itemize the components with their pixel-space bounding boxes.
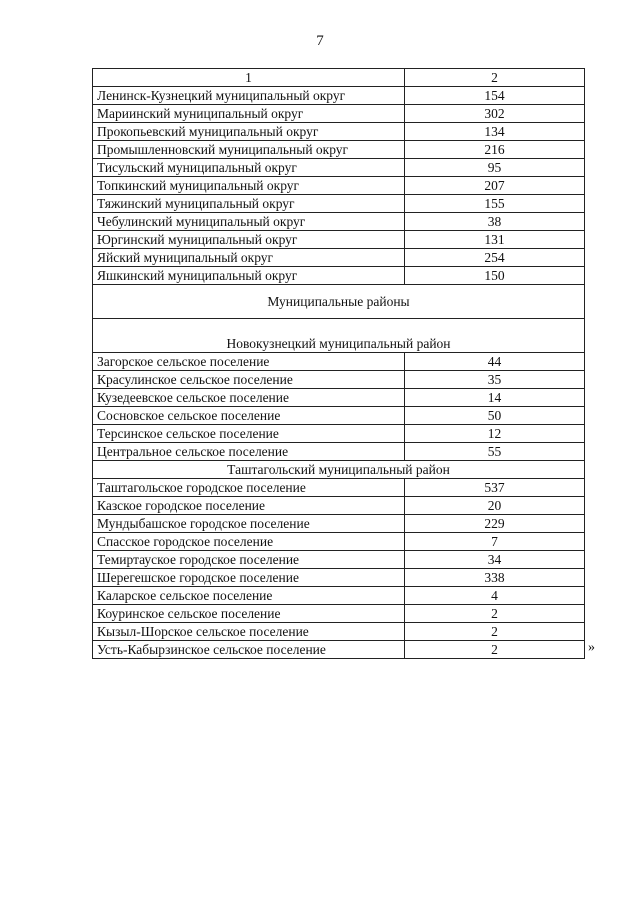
row-name: Мундыбашское городское поселение: [93, 515, 405, 533]
district-heading-row: [93, 319, 585, 353]
table-row: [93, 569, 585, 587]
section-title: Муниципальные районы: [93, 285, 585, 319]
row-name: Темиртауское городское поселение: [93, 551, 405, 569]
row-value: 35: [405, 371, 585, 389]
column-header-2: 2: [405, 69, 585, 87]
table-row: [93, 159, 585, 177]
row-value: 254: [405, 249, 585, 267]
row-value: 14: [405, 389, 585, 407]
row-value: 150: [405, 267, 585, 285]
row-name: Сосновское сельское поселение: [93, 407, 405, 425]
row-value: 7: [405, 533, 585, 551]
row-value: 154: [405, 87, 585, 105]
closing-quote: »: [588, 640, 595, 655]
row-value: 50: [405, 407, 585, 425]
row-value: 537: [405, 479, 585, 497]
row-name: Загорское сельское поселение: [93, 353, 405, 371]
row-value: 20: [405, 497, 585, 515]
row-name: Таштагольское городское поселение: [93, 479, 405, 497]
data-table: [92, 68, 585, 659]
table-row: [93, 605, 585, 623]
table-row: [93, 587, 585, 605]
table-row: [93, 623, 585, 641]
table-row: [93, 231, 585, 249]
row-name: Казское городское поселение: [93, 497, 405, 515]
row-name: Центральное сельское поселение: [93, 443, 405, 461]
row-name: Красулинское сельское поселение: [93, 371, 405, 389]
table-header-row: [93, 69, 585, 87]
row-name: Тисульский муниципальный округ: [93, 159, 405, 177]
table-row: [93, 389, 585, 407]
table-row: [93, 497, 585, 515]
row-value: 155: [405, 195, 585, 213]
page-number: 7: [316, 33, 324, 49]
table-row: [93, 515, 585, 533]
table-row: [93, 443, 585, 461]
district-title-tashtagol: Таштагольский муниципальный район: [93, 461, 585, 479]
table-row: [93, 533, 585, 551]
row-name: Каларское сельское поселение: [93, 587, 405, 605]
table-row: [93, 87, 585, 105]
table-row: [93, 407, 585, 425]
table-row: [93, 479, 585, 497]
table-row: [93, 195, 585, 213]
row-name: Мариинский муниципальный округ: [93, 105, 405, 123]
row-value: 134: [405, 123, 585, 141]
district-heading-row: [93, 461, 585, 479]
column-header-1: 1: [93, 69, 405, 87]
section-heading-row: [93, 285, 585, 319]
row-value: 338: [405, 569, 585, 587]
row-name: Шерегешское городское поселение: [93, 569, 405, 587]
row-value: 2: [405, 605, 585, 623]
row-name: Терсинское сельское поселение: [93, 425, 405, 443]
row-name: Кузедеевское сельское поселение: [93, 389, 405, 407]
row-name: Спасское городское поселение: [93, 533, 405, 551]
row-value: 95: [405, 159, 585, 177]
row-name: Яйский муниципальный округ: [93, 249, 405, 267]
table-row: [93, 551, 585, 569]
table-row: [93, 267, 585, 285]
row-value: 12: [405, 425, 585, 443]
row-value: 44: [405, 353, 585, 371]
row-name: Коуринское сельское поселение: [93, 605, 405, 623]
row-name: Ленинск-Кузнецкий муниципальный округ: [93, 87, 405, 105]
row-value: 2: [405, 623, 585, 641]
row-name: Прокопьевский муниципальный округ: [93, 123, 405, 141]
table-row: [93, 249, 585, 267]
row-value: 2: [405, 641, 585, 659]
table-row: [93, 105, 585, 123]
row-name: Топкинский муниципальный округ: [93, 177, 405, 195]
row-value: 34: [405, 551, 585, 569]
table-row: [93, 641, 585, 659]
district-title-novokuznetsk: Новокузнецкий муниципальный район: [93, 319, 585, 353]
row-name: Промышленновский муниципальный округ: [93, 141, 405, 159]
table-row: [93, 425, 585, 443]
table-row: [93, 213, 585, 231]
table-row: [93, 177, 585, 195]
table-row: [93, 371, 585, 389]
row-value: 216: [405, 141, 585, 159]
row-value: 302: [405, 105, 585, 123]
row-name: Тяжинский муниципальный округ: [93, 195, 405, 213]
row-value: 55: [405, 443, 585, 461]
table-row: [93, 141, 585, 159]
table-row: [93, 353, 585, 371]
row-name: Кызыл-Шорское сельское поселение: [93, 623, 405, 641]
row-value: 38: [405, 213, 585, 231]
row-name: Чебулинский муниципальный округ: [93, 213, 405, 231]
row-name: Яшкинский муниципальный округ: [93, 267, 405, 285]
table-row: [93, 123, 585, 141]
row-value: 207: [405, 177, 585, 195]
row-value: 131: [405, 231, 585, 249]
row-value: 4: [405, 587, 585, 605]
row-value: 229: [405, 515, 585, 533]
row-name: Усть-Кабырзинское сельское поселение: [93, 641, 405, 659]
row-name: Юргинский муниципальный округ: [93, 231, 405, 249]
